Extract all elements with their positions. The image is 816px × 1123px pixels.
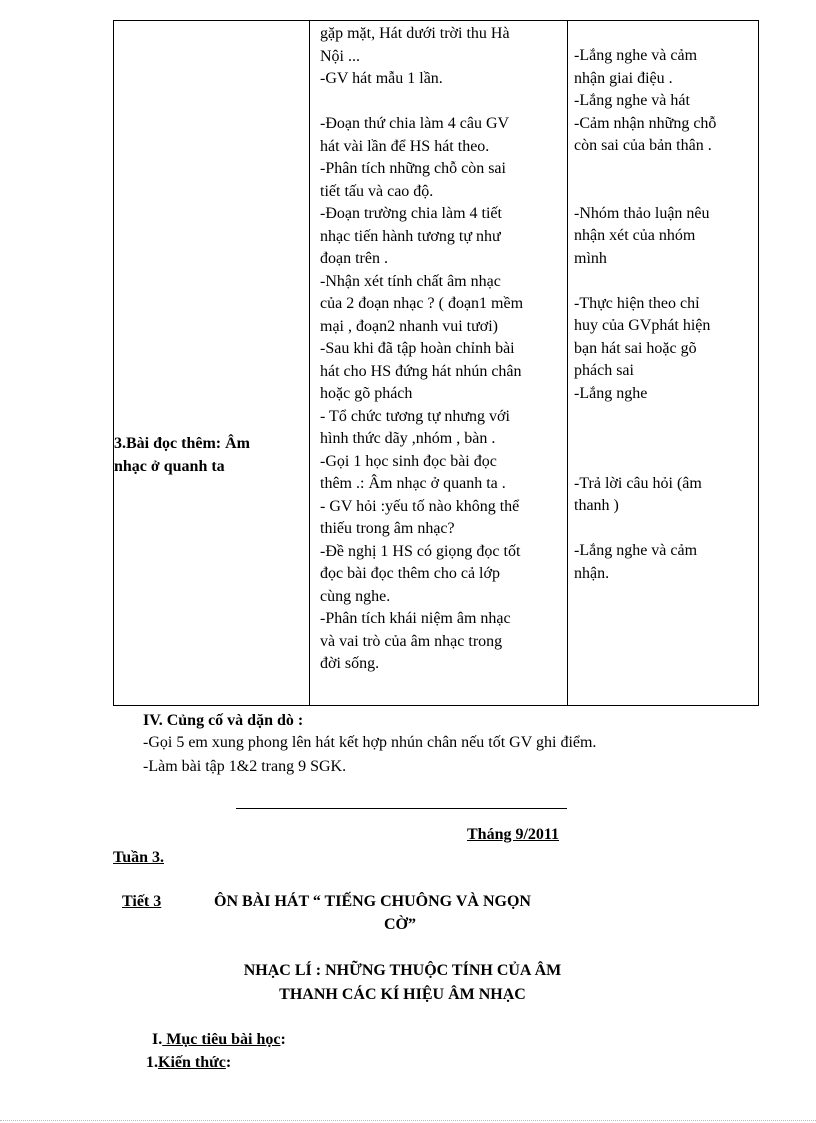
student-activity-line: mình (574, 249, 607, 267)
student-activity-line: -Lắng nghe và cảm (574, 47, 698, 64)
teacher-activity-line: đoạn trên . (320, 250, 388, 267)
teacher-activity-line: hoặc gõ phách (320, 385, 413, 402)
student-activity-column (574, 45, 759, 585)
student-activity-line: còn sai của bản thân . (574, 137, 712, 154)
knowledge-colon: : (225, 1054, 232, 1071)
student-activity-line: -Trả lời câu hỏi (âm (574, 474, 702, 492)
student-activity-line (574, 270, 759, 293)
teacher-activity-line: - Tổ chức tương tự nhưng với (320, 407, 510, 425)
student-activity-line (574, 518, 759, 541)
student-activity-line: nhận giai điệu . (574, 69, 673, 87)
objectives-number: I. (152, 1031, 163, 1048)
table-column-divider (309, 21, 310, 705)
teacher-activity-line: -Phân tích những chỗ còn sai (320, 160, 506, 177)
review-heading: IV. Củng cố và dặn dò : (143, 712, 304, 729)
lesson-activity-table (113, 20, 759, 706)
student-activity-line: -Lắng nghe (574, 384, 648, 402)
teacher-activity-line: -Nhận xét tính chất âm nhạc (320, 272, 501, 290)
student-activity-line (574, 428, 759, 451)
teacher-activity-line: cùng nghe. (320, 587, 391, 605)
teacher-activity-line: đọc bài đọc thêm cho cả lớp (320, 565, 500, 582)
student-activity-line: thanh ) (574, 497, 619, 514)
teacher-activity-line: -Đề nghị 1 HS có giọng đọc tốt (320, 542, 521, 560)
teacher-activity-line: mại , đoạn2 nhanh vui tươi) (320, 317, 498, 335)
page-break-line (0, 1120, 816, 1121)
period-label: Tiết 3 (122, 893, 162, 910)
teacher-activity-line: tiết tấu và cao độ. (320, 182, 434, 200)
student-activity-line: -Lắng nghe và hát (574, 92, 690, 109)
section-divider (236, 808, 567, 809)
lesson-title-line-2: CỜ” (384, 916, 416, 933)
teacher-activity-line: hát cho HS đứng hát nhún chân (320, 362, 522, 380)
teacher-activity-line: Nội ... (320, 47, 360, 65)
student-activity-line: bạn hát sai hoặc gõ (574, 339, 697, 357)
month-label: Tháng 9/2011 (467, 826, 560, 843)
student-activity-line: phách sai (574, 362, 634, 379)
teacher-activity-line: và vai trò của âm nhạc trong (320, 632, 503, 650)
teacher-activity-line: -Đoạn trường chia làm 4 tiết (320, 205, 502, 222)
teacher-activity-line: của 2 đoạn nhạc ? ( đoạn1 mềm (320, 295, 524, 312)
review-instruction-1: -Gọi 5 em xung phong lên hát kết hợp nhún chân nếu tốt GV ghi điểm. (143, 734, 597, 751)
teacher-activity-line: nhạc tiến hành tương tự như (320, 227, 501, 245)
teacher-activity-line: -Gọi 1 học sinh đọc bài đọc (320, 452, 497, 470)
student-activity-line: -Nhóm thảo luận nêu (574, 204, 710, 222)
week-label: Tuần 3. (113, 849, 164, 866)
teacher-activity-line: thêm .: Âm nhạc ở quanh ta . (320, 475, 506, 492)
teacher-activity-line: - GV hỏi :yếu tố nào không thể (320, 497, 520, 515)
teacher-activity-line: gặp mặt, Hát dưới trời thu Hà (320, 25, 510, 42)
student-activity-line (574, 450, 759, 473)
knowledge-heading (146, 1052, 231, 1075)
student-activity-line: -Cảm nhận những chỗ (574, 114, 717, 132)
knowledge-number: 1. (146, 1054, 158, 1071)
teacher-activity-line: hình thức dãy ,nhóm , bàn . (320, 430, 496, 447)
student-activity-line: huy của GVphát hiện (574, 317, 711, 334)
theory-title-line-1: NHẠC LÍ : NHỮNG THUỘC TÍNH CỦA ÂM (243, 962, 562, 979)
objectives-heading (152, 1029, 286, 1052)
lesson-title-line-1: ÔN BÀI HÁT “ TIẾNG CHUÔNG VÀ NGỌN (214, 893, 531, 910)
teacher-activity-line: đời sống. (320, 655, 380, 672)
teacher-activity-line (320, 91, 570, 114)
student-activity-line: nhận. (574, 564, 610, 582)
topic-column (114, 433, 309, 478)
student-activity-line: -Thực hiện theo chỉ (574, 294, 700, 312)
teacher-activity-line: hát vài lần để HS hát theo. (320, 137, 490, 155)
teacher-activity-line: -Đoạn thứ chia làm 4 câu GV (320, 115, 510, 132)
teacher-activity-line: -Phân tích khái niệm âm nhạc (320, 610, 511, 627)
topic-line: 3.Bài đọc thêm: Âm (114, 435, 250, 452)
student-activity-line (574, 405, 759, 428)
student-activity-line: -Lắng nghe và cảm (574, 542, 698, 559)
theory-title-line-2: THANH CÁC KÍ HIỆU ÂM NHẠC (279, 986, 526, 1003)
objectives-label: Mục tiêu bài học (162, 1031, 281, 1048)
teacher-activity-line: thiếu trong âm nhạc? (320, 520, 455, 537)
student-activity-line (574, 158, 759, 181)
student-activity-line (574, 180, 759, 203)
review-instruction-2: -Làm bài tập 1&2 trang 9 SGK. (143, 758, 347, 775)
teacher-activity-line: -GV hát mẫu 1 lần. (320, 70, 443, 87)
topic-line: nhạc ở quanh ta (114, 457, 225, 475)
knowledge-label: Kiến thức (158, 1054, 226, 1071)
teacher-activity-line: -Sau khi đã tập hoàn chỉnh bài (320, 340, 515, 357)
student-activity-line: nhận xét của nhóm (574, 227, 696, 244)
teacher-activity-column (320, 23, 570, 676)
objectives-colon: : (280, 1031, 286, 1048)
